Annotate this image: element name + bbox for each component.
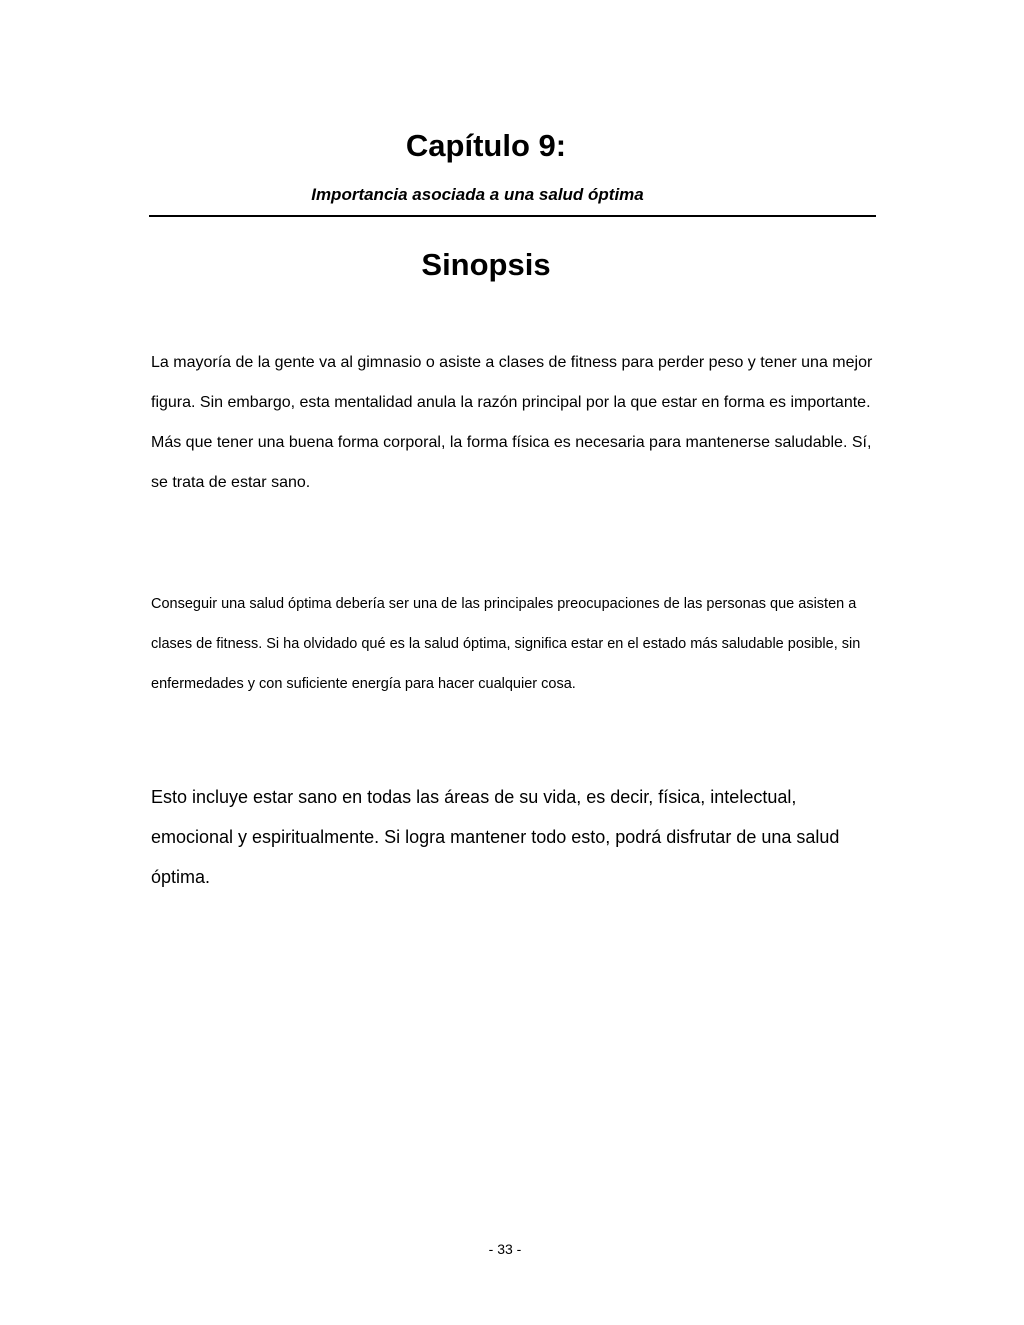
paragraph-intro: La mayoría de la gente va al gimnasio o asiste a clases de fitness para perder peso y tener una mejor figura. Sin embargo, esta mentalidad anula la razón principal por la que estar en forma es importante. Más que tener una buena forma corporal, la forma física es necesaria para mantenerse saludable. Sí, se trata de estar sano. bbox=[151, 354, 873, 491]
title-divider bbox=[149, 215, 876, 217]
paragraph-optimal-health: Conseguir una salud óptima debería ser una de las principales preocupaciones de las personas que asisten a clases de fitness. Si ha olvidado qué es la salud óptima, significa estar en el estado más saludable posible, sin enfermedades y con suficiente energía para hacer cualquier cosa. bbox=[151, 596, 861, 692]
section-title: Sinopsis bbox=[421, 247, 551, 282]
paragraph-life-areas: Esto incluye estar sano en todas las áreas de su vida, es decir, física, intelectual, emocional y espiritualmente. Si logra mantener todo esto, podrá disfrutar de una salud óptima. bbox=[151, 787, 840, 887]
page-number: - 33 - bbox=[488, 1241, 522, 1257]
chapter-title: Capítulo 9: bbox=[405, 128, 567, 163]
chapter-subtitle: Importancia asociada a una salud óptima bbox=[311, 185, 644, 204]
